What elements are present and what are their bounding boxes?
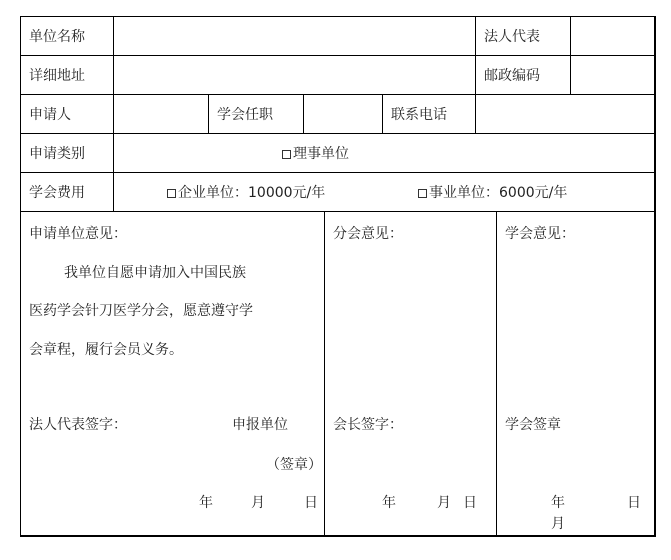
legal-rep-label-cell <box>475 16 571 56</box>
phone-field[interactable] <box>475 94 656 134</box>
fee-label: 学会费用 <box>29 185 85 201</box>
applicant-date-day: 日 <box>304 495 318 511</box>
applicant-opinion-title: 申请单位意见： <box>29 226 127 242</box>
unit-name-label-cell <box>20 16 114 56</box>
position-field[interactable] <box>303 94 383 134</box>
postcode-field[interactable] <box>570 55 656 95</box>
phone-label-cell <box>382 94 476 134</box>
society-date-year: 年 <box>551 495 565 511</box>
applicant-date-month: 月 <box>251 495 265 511</box>
society-opinion-cell <box>496 211 656 537</box>
phone-label: 联系电话 <box>391 107 447 123</box>
checkbox-institution[interactable] <box>418 189 427 198</box>
membership-application-form <box>20 16 655 536</box>
applicant-date-year: 年 <box>199 495 213 511</box>
unit-name-label: 单位名称 <box>29 29 85 45</box>
applicant-field[interactable] <box>113 94 209 134</box>
address-field[interactable] <box>113 55 476 95</box>
applicant-label: 申请人 <box>29 107 71 123</box>
checkbox-council-unit[interactable] <box>282 150 291 159</box>
branch-date-day: 日 <box>463 495 477 511</box>
unit-name-field[interactable] <box>113 16 476 56</box>
fee-institution-label: 事业单位：6000元/年 <box>429 185 568 201</box>
branch-date-year: 年 <box>382 495 396 511</box>
position-label-cell <box>208 94 304 134</box>
fee-option-institution[interactable] <box>418 185 567 201</box>
fee-label-cell <box>20 172 114 212</box>
applicant-label-cell <box>20 94 114 134</box>
postcode-label: 邮政编码 <box>484 68 540 84</box>
branch-opinion-cell <box>324 211 497 537</box>
applicant-unit-label: 申报单位 <box>232 417 288 433</box>
society-opinion-title: 学会意见： <box>505 226 575 242</box>
category-options-cell <box>113 133 656 173</box>
society-seal-label: 学会签章 <box>505 417 561 433</box>
society-date-month: 月 <box>551 516 565 532</box>
applicant-seal-label: （签章） <box>266 457 322 473</box>
branch-opinion-title: 分会意见： <box>333 226 403 242</box>
applicant-opinion-cell <box>20 211 325 537</box>
category-option-label: 理事单位 <box>293 146 349 162</box>
checkbox-enterprise[interactable] <box>167 189 176 198</box>
legal-rep-label: 法人代表 <box>484 29 540 45</box>
branch-sign-label: 会长签字： <box>333 417 403 433</box>
category-label: 申请类别 <box>29 146 85 162</box>
address-label-cell <box>20 55 114 95</box>
address-label: 详细地址 <box>29 68 85 84</box>
position-label: 学会任职 <box>217 107 273 123</box>
category-option-council[interactable] <box>282 146 349 162</box>
fee-options-cell <box>113 172 656 212</box>
applicant-sign-label: 法人代表签字： <box>29 417 127 433</box>
society-date-day: 日 <box>627 495 641 511</box>
fee-enterprise-label: 企业单位：10000元/年 <box>178 185 326 201</box>
applicant-opinion-line2: 医药学会针刀医学分会，愿意遵守学 <box>29 303 253 319</box>
fee-option-enterprise[interactable] <box>167 185 325 201</box>
branch-date-month: 月 <box>437 495 451 511</box>
postcode-label-cell <box>475 55 571 95</box>
applicant-opinion-line3: 会章程，履行会员义务。 <box>29 342 183 358</box>
applicant-opinion-line1: 我单位自愿申请加入中国民族 <box>64 265 246 281</box>
legal-rep-field[interactable] <box>570 16 656 56</box>
category-label-cell <box>20 133 114 173</box>
